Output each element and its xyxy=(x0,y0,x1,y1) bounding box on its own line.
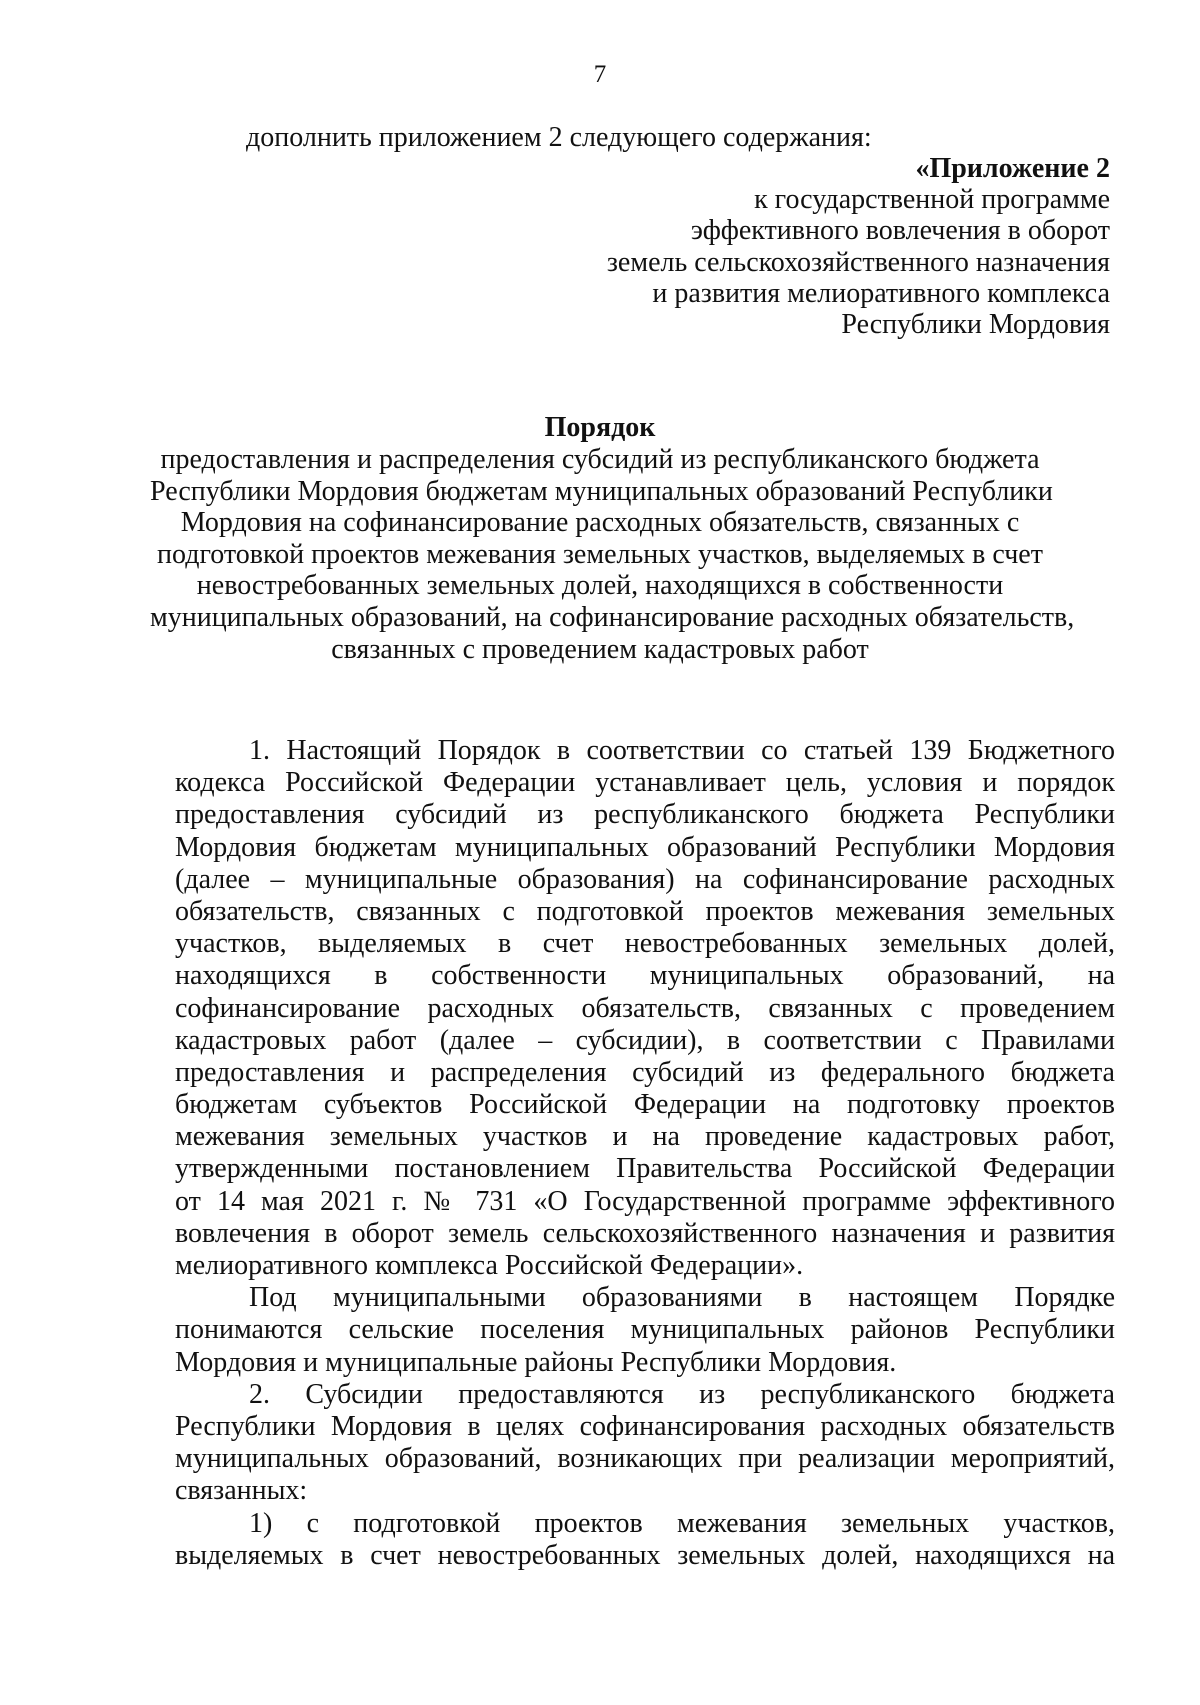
list-item-1-line: 1) с подготовкой проектов межевания земельных участков, xyxy=(249,1507,1115,1539)
subtitle-line: Республики Мордовия бюджетам муниципальных образований Республики xyxy=(150,475,1053,507)
paragraph-1-line: кадастровых работ (далее – субсидии), в соответствии с Правилами xyxy=(175,1024,1115,1056)
paragraph-3-line: 2. Субсидии предоставляются из республиканского бюджета xyxy=(249,1378,1115,1410)
subtitle-line: подготовкой проектов межевания земельных участков, выделяемых в счет xyxy=(157,538,1043,570)
paragraph-1-line: вовлечения в оборот земель сельскохозяйственного назначения и развития xyxy=(175,1217,1115,1249)
appendix-line: эффективного вовлечения в оборот xyxy=(690,215,1110,247)
appendix-line: земель сельскохозяйственного назначения xyxy=(606,246,1110,278)
subtitle-line: связанных с проведением кадастровых работ xyxy=(331,633,869,665)
paragraph-1-line: обязательств, связанных с подготовкой проектов межевания земельных xyxy=(175,895,1115,927)
paragraph-2-line: понимаются сельские поселения муниципальных районов Республики xyxy=(175,1314,1115,1346)
paragraph-1-line: бюджетам субъектов Российской Федерации на подготовку проектов xyxy=(175,1089,1115,1121)
paragraph-1-line: 1. Настоящий Порядок в соответствии со статьей 139 Бюджетного xyxy=(249,735,1115,766)
document-title: Порядок xyxy=(544,412,656,443)
page-number: 7 xyxy=(593,61,607,88)
subtitle-line: предоставления и распределения субсидий из республиканского бюджета xyxy=(160,444,1040,475)
paragraph-1-line: утвержденными постановлением Правительства Российской Федерации xyxy=(175,1153,1115,1185)
paragraph-1-line: от 14 мая 2021 г. № 731 «О Государственной программе эффективного xyxy=(175,1185,1115,1217)
appendix-line: и развития мелиоративного комплекса xyxy=(652,277,1110,309)
paragraph-2-line: Мордовия и муниципальные районы Республики Мордовия. xyxy=(175,1346,897,1378)
paragraph-1-line: предоставления субсидий из республиканского бюджета Республики xyxy=(175,799,1115,831)
appendix-line: Республики Мордовия xyxy=(841,309,1110,341)
subtitle-line: Мордовия на софинансирование расходных обязательств, связанных с xyxy=(180,507,1020,539)
paragraph-1-line: софинансирование расходных обязательств, связанных с проведением xyxy=(175,992,1115,1024)
paragraph-1-line: мелиоративного комплекса Российской Федерации». xyxy=(175,1250,804,1281)
paragraph-1-line: находящихся в собственности муниципальных образований, на xyxy=(175,960,1115,992)
appendix-title: «Приложение 2 xyxy=(915,153,1110,184)
paragraph-1-line: межевания земельных участков и на проведение кадастровых работ, xyxy=(175,1121,1115,1153)
paragraph-3-line: связанных: xyxy=(175,1475,308,1507)
paragraph-3-line: Республики Мордовия в целях софинансирования расходных обязательств xyxy=(175,1410,1115,1442)
paragraph-2-line: Под муниципальными образованиями в настоящем Порядке xyxy=(249,1282,1115,1314)
paragraph-1-line: кодекса Российской Федерации устанавливает цель, условия и порядок xyxy=(175,767,1115,799)
subtitle-line: невостребованных земельных долей, находящихся в собственности xyxy=(196,570,1004,602)
paragraph-1-line: участков, выделяемых в счет невостребованных земельных долей, xyxy=(175,928,1115,960)
paragraph-1-line: (далее – муниципальные образования) на софинансирование расходных xyxy=(175,863,1115,895)
paragraph-1-line: предоставления и распределения субсидий из федерального бюджета xyxy=(175,1056,1115,1088)
list-item-1-line: выделяемых в счет невостребованных земельных долей, находящихся на xyxy=(175,1539,1115,1571)
paragraph-3-line: муниципальных образований, возникающих при реализации мероприятий, xyxy=(175,1443,1115,1475)
intro-line: дополнить приложением 2 следующего содержания: xyxy=(246,122,872,153)
paragraph-1-line: Мордовия бюджетам муниципальных образований Республики Мордовия xyxy=(175,831,1115,863)
body-text xyxy=(175,735,1115,1572)
appendix-line: к государственной программе xyxy=(754,184,1110,216)
subtitle-line: муниципальных образований, на софинансирование расходных обязательств, xyxy=(150,601,1075,633)
document-subtitle xyxy=(150,444,1075,665)
appendix-header xyxy=(410,153,1110,340)
